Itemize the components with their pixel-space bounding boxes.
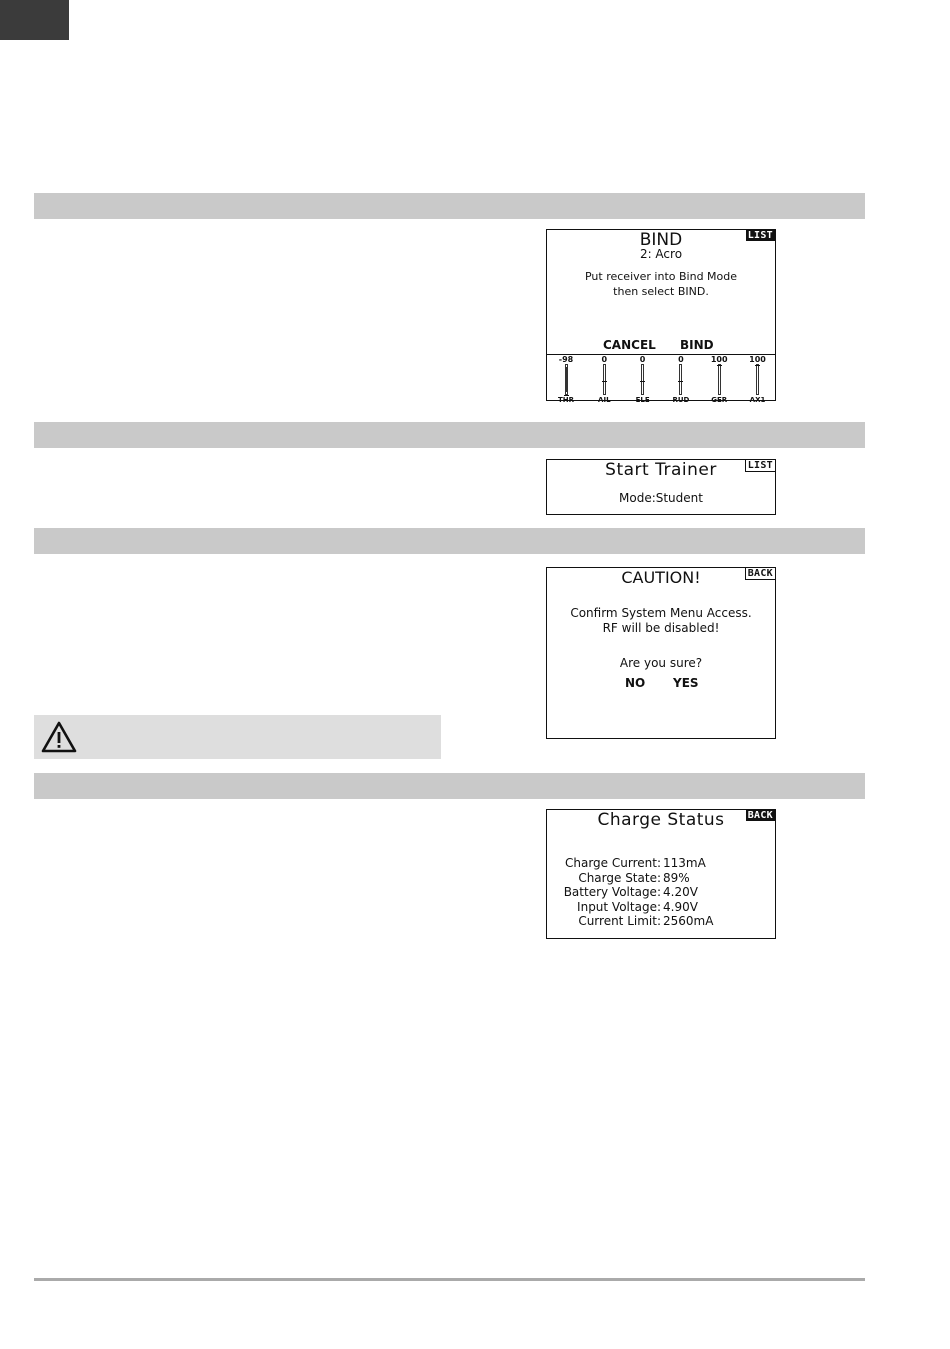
charge-screen (546, 809, 776, 939)
trainer-mode[interactable]: Mode:Student (619, 491, 703, 505)
trainer-screen (546, 459, 776, 515)
list-badge[interactable]: LIST (747, 230, 773, 241)
charge-row-label: Current Limit: (578, 914, 661, 928)
charge-row-value: 89% (663, 870, 690, 885)
cancel-button[interactable]: CANCEL (603, 338, 656, 352)
channel-position-marker (564, 395, 569, 396)
section-bar-system-setup (34, 528, 865, 554)
charge-row-value: 113mA (663, 856, 706, 870)
back-badge[interactable]: BACK (747, 810, 773, 821)
channel-bar-fill (566, 367, 567, 392)
footer-rule (34, 1278, 865, 1281)
charge-row-label: Charge State: (578, 870, 661, 885)
channel-position-marker (755, 365, 760, 366)
bind-button[interactable]: BIND (680, 338, 714, 352)
warning-box (34, 715, 441, 759)
channel-bar (603, 364, 606, 395)
bind-screen (546, 229, 776, 404)
bind-message (547, 269, 775, 299)
channel-value: 0 (639, 355, 646, 364)
charge-row-value: 4.90V (663, 899, 698, 914)
charge-row-label: Battery Voltage: (563, 885, 661, 899)
channel-value: -98 (558, 355, 574, 364)
channel-position-marker (678, 381, 683, 382)
channel-position-marker (717, 365, 722, 366)
channel-ax1 (743, 355, 773, 404)
charge-row (547, 914, 775, 929)
channel-bar (718, 364, 721, 395)
charge-row (547, 885, 775, 900)
channel-divider (547, 354, 775, 355)
bind-model-name: 2: Acro (639, 247, 683, 261)
channel-ele (628, 355, 658, 404)
channel-label: THR (557, 396, 575, 404)
charge-title: Charge Status (597, 810, 725, 830)
channel-position-marker (640, 381, 645, 382)
channel-label: AX1 (749, 396, 766, 404)
caution-message (547, 606, 775, 636)
channel-thr (551, 355, 581, 404)
channel-label: GER (711, 396, 728, 404)
charge-row (547, 871, 775, 886)
section-bar-trainer (34, 422, 865, 448)
channel-position-marker (602, 381, 607, 382)
charge-row-label: Input Voltage: (577, 899, 661, 914)
section-bar-bind (34, 193, 865, 219)
warning-triangle-icon (41, 721, 77, 753)
channel-value: 0 (601, 355, 608, 364)
channel-bar (565, 364, 568, 395)
charge-row-label: Charge Current: (565, 856, 661, 870)
charge-row (547, 856, 775, 871)
no-button[interactable]: NO (625, 676, 646, 690)
section-bar-charge (34, 773, 865, 799)
charge-row-value: 2560mA (663, 914, 714, 928)
list-badge[interactable]: LIST (745, 460, 775, 472)
bind-message-line-1: Put receiver into Bind Mode (584, 270, 738, 283)
charge-row-value: 4.20V (663, 885, 698, 899)
caution-message-line-2: RF will be disabled! (602, 621, 720, 635)
back-badge[interactable]: BACK (745, 568, 775, 580)
channel-value: 100 (749, 355, 766, 364)
channel-label: ELE (635, 396, 650, 404)
channel-rud (666, 355, 696, 404)
channel-ail (589, 355, 619, 404)
bind-title: BIND (639, 230, 683, 250)
caution-question: Are you sure? (619, 656, 703, 670)
charge-row (547, 900, 775, 915)
channel-value: 0 (678, 355, 684, 364)
bind-message-line-2: then select BIND. (613, 285, 709, 298)
channel-bar (641, 364, 644, 395)
caution-screen (546, 567, 776, 739)
caution-message-line-1: Confirm System Menu Access. (570, 606, 752, 620)
trainer-title: Start Trainer (605, 460, 717, 480)
channel-ger (704, 355, 734, 404)
yes-button[interactable]: YES (673, 676, 699, 690)
page-corner-tab (0, 0, 69, 40)
caution-title: CAUTION! (621, 568, 701, 587)
channel-bar (679, 364, 682, 395)
channel-label: AIL (598, 396, 611, 404)
charge-status-list (547, 856, 775, 929)
channel-label: RUD (672, 396, 690, 404)
channel-bar (756, 364, 759, 395)
channel-value: 100 (710, 355, 728, 364)
